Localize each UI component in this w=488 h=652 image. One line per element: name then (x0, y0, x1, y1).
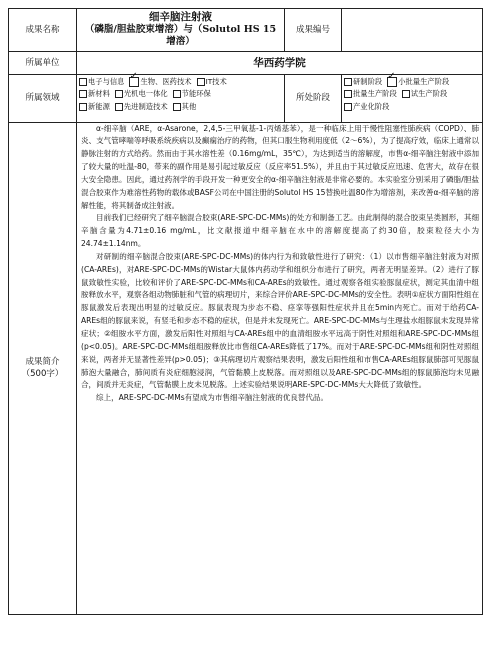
summary-paragraph: α-细辛脑（ARE，α-Asarone，2,4,5-三甲氧基-1-丙烯基苯），是一种临床上用于慢性阻塞性肺疾病（COPD）、肺炎、支气管哮喘等呼吸系统疾病以及癫痫治疗的药物，但其口服生物利用度低（2～6%），为了提高疗效，临床上通常以静脉注射的方式给药。然而由于其水溶性差（0.16mg/mL，35℃），为达到适当的溶解度，市售α-细辛脑注射液中添加了较大量的吐温-80，带来的副作用是易引起过敏反应（反应率51.5%），并且由于其过敏反应迅速、危害大，故存在很大安全隐患。因此，通过药剂学的手段开发一种更安全的α-细辛脑注射液是非常必要的。本实验室分别采用了磷脂/胆盐混合胶束作为难溶性药物的载体或BASF公司在中国注册的Solutol HS 15替换吐温80作为增溶剂，来改善α-细辛脑的溶解性能，将其制备成注射液。 (81, 123, 479, 210)
intro-label-line-2: （500字） (21, 369, 64, 379)
stage-option-row (344, 76, 482, 89)
title-line-1: 细辛脑注射液 (149, 11, 212, 23)
stage-option-row (344, 88, 482, 101)
code-label: 成果编号 (285, 9, 342, 52)
title-line-3: 增溶） (166, 36, 195, 47)
checkbox-icon (115, 103, 123, 111)
summary-paragraph: 对研制的细辛脑混合胶束(ARE-SPC-DC-MMs)的体内行为和致敏性进行了研究：（1）以市售细辛脑注射液为对照(CA-AREs)，对ARE-SPC-DC-MMs的Wistar大鼠体内药动学和组织分布进行了研究，两者无明显差异。（2）进行了豚鼠致敏性实验，比较和评价了ARE-SPC-DC-MMs和CA-AREs的致敏性。通过观察各组实验豚鼠症状，测定其血清中组胺释放水平，观察各组动物肺脏和气管的病理切片，来综合评价ARE-SPC-DC-MMs的安全性。表明①症状方面阳性组在豚鼠激发后表现出明显的过敏反应。豚鼠表现为步态不稳、痉挛等强阳性症状并且在5min内死亡。而对于给药CA-AREs组的豚鼠来说，有竖毛和步态不稳的症状，但是并未发现死亡。ARE-SPC-DC-MMs与生理盐水组豚鼠未发现异常症状；②组胺水平方面，激发后阳性对照组与CA-AREs组中的血清组胺水平远高于阴性对照组和ARE-SPC-DC-MMs组(p<0.05)。ARE-SPC-DC-MMs组组胺释放比市售组CA-AREs降低了17%。而对于ARE-SPC-DC-MMs组和阴性对照组来说，两者并无显著性差异(p>0.05)；③其病理切片观察结果表明，激发后阳性组和市售CA-AREs组豚鼠肺部可见豚鼠肺泡大量融合，肺间质有炎症细胞浸润，气管黏膜上皮脱落。而对照组以及ARE-SPC-DC-MMs组的豚鼠肺泡均未见融合，间质并无炎症，气管黏膜上皮未见脱落。上述实验结果说明ARE-SPC-DC-MMs大大降低了致敏性。 (81, 251, 479, 390)
summary-paragraph: 目前我们已经研究了细辛脑混合胶束(ARE-SPC-DC-MMs)的处方和制备工艺。由此制得的混合胶束呈类圆形，其细辛脑含量为4.71±0.16 mg/mL，比文献报道中细辛脑在水中的溶解度提高了约30倍，胶束粒径大小为24.74±1.14nm。 (81, 213, 479, 249)
stage-option-trial-production[interactable]: 试生产阶段 (402, 88, 447, 101)
code-value[interactable] (342, 9, 483, 52)
field-option-biomedical[interactable]: ✓ 生物、医药技术 (129, 76, 191, 89)
checkbox-icon (344, 90, 352, 98)
intro-label (9, 122, 77, 614)
field-options (77, 74, 285, 122)
summary-paragraph: 综上，ARE-SPC-DC-MMs有望成为市售细辛脑注射液的优良替代品。 (96, 393, 329, 403)
field-option-energy-saving[interactable]: 节能环保 (173, 88, 211, 101)
field-option-row (79, 88, 284, 101)
field-option-electronics[interactable]: 电子与信息 (79, 76, 124, 89)
name-row (9, 9, 483, 52)
field-option-other[interactable]: 其他 (173, 101, 197, 114)
stage-options (342, 74, 483, 122)
field-option-row (79, 101, 284, 114)
checkbox-icon (197, 78, 205, 86)
stage-option-development[interactable]: 研制阶段 (344, 76, 382, 89)
unit-value: 华西药学院 (77, 51, 483, 74)
field-option-new-materials[interactable]: 新材料 (79, 88, 110, 101)
achievement-form-table (8, 8, 483, 615)
field-stage-row (9, 74, 483, 122)
checkbox-icon (173, 103, 181, 111)
checkbox-icon (79, 78, 87, 86)
checkbox-icon (79, 90, 87, 98)
stage-option-small-batch[interactable]: ✓ 小批量生产阶段 (387, 76, 449, 89)
unit-row (9, 51, 483, 74)
checkbox-icon (344, 103, 352, 111)
field-label: 所属领域 (9, 74, 77, 122)
stage-option-industrialization[interactable]: 产业化阶段 (344, 101, 389, 114)
stage-option-batch-production[interactable]: 批量生产阶段 (344, 88, 397, 101)
field-option-optomechatronics[interactable]: 光机电一体化 (115, 88, 168, 101)
achievement-title (77, 9, 285, 52)
checkbox-checked-icon (129, 77, 139, 87)
field-option-new-energy[interactable]: 新能源 (79, 101, 110, 114)
intro-label-line-1: 成果简介 (25, 357, 60, 367)
unit-label: 所属单位 (9, 51, 77, 74)
checkbox-icon (115, 90, 123, 98)
checkbox-icon (344, 78, 352, 86)
checkbox-icon (79, 103, 87, 111)
title-line-2: （磷脂/胆盐胶束增溶）与（Solutol HS 15 (84, 23, 277, 35)
summary-row (9, 122, 483, 614)
field-option-it[interactable]: IT技术 (197, 76, 227, 89)
field-option-advanced-manufacturing[interactable]: 先进制造技术 (115, 101, 168, 114)
name-label: 成果名称 (9, 9, 77, 52)
field-option-row (79, 76, 284, 89)
checkbox-checked-icon (387, 77, 397, 87)
checkbox-icon (402, 90, 410, 98)
stage-option-row (344, 101, 482, 114)
checkbox-icon (173, 90, 181, 98)
stage-label: 所处阶段 (285, 74, 342, 122)
achievement-summary (77, 122, 483, 614)
